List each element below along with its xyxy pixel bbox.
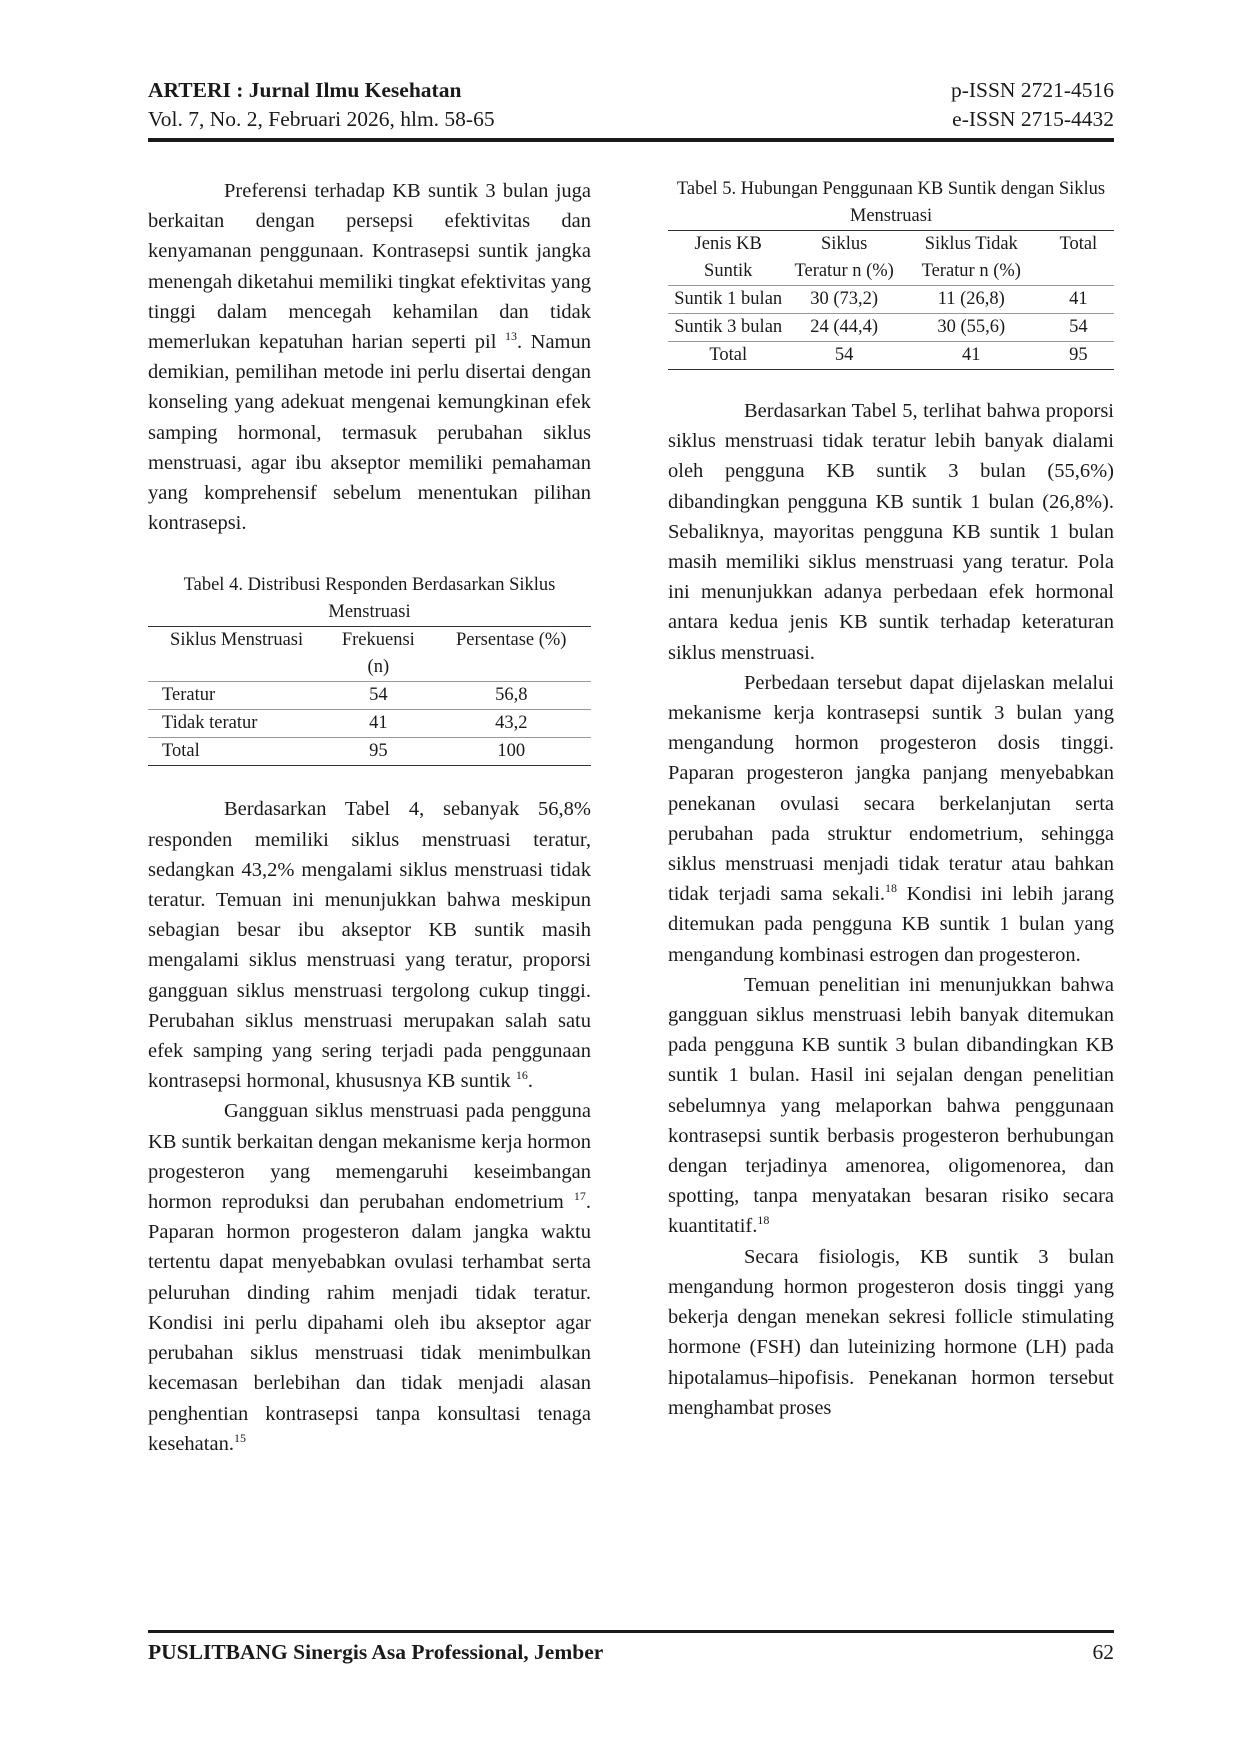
table5-header-total: Total [1059,234,1098,254]
table5-caption: Tabel 5. Hubungan Penggunaan KB Suntik dengan Siklus Menstruasi [676,179,1106,226]
paragraph-mekanisme: Perbedaan tersebut dapat dijelaskan melalui mekanisme kerja kontrasepsi suntik 3 bulan yang mengandung hormon progesteron dosis tinggi. Paparan progesteron jangka panjang menyebabkan penekanan ovulasi secara berkelanjutan serta perubahan pada struktur endometrium, sehingga siklus menstruasi menjadi tidak teratur atau bahkan tidak terjadi sama sekali.$^{18}$ Kondisi ini lebih jarang ditemukan pada pengguna KB suntik 1 bulan yang mengandung kombinasi estrogen dan progesteron. [668,671,1114,966]
citation-17: 17 [573,1189,586,1204]
table5 [668,230,1114,370]
table-row-total: Total 95 100 [148,738,591,766]
table5-header-tidak-teratur: Siklus Tidak Teratur n (%) [921,234,1021,281]
table-row: Tidak teratur 41 43,2 [148,710,591,738]
citation-15: 15 [233,1430,246,1445]
publisher: PUSLITBANG Sinergis Asa Professional, Jember [148,1640,604,1664]
table-row: Teratur 54 56,8 [148,682,591,710]
paragraph-fisiologis: Secara fisiologis, KB suntik 3 bulan mengandung hormon progesteron dosis tinggi yang bekerja dengan menekan sekresi follicle stimulating hormone (FSH) dan luteinizing hormone (LH) pada hipotalamus–hipofisis. Penekanan hormon tersebut menghambat proses [668,1245,1114,1419]
table5-header-jenis: Jenis KB Suntik [694,234,762,281]
table4-header-siklus: Siklus Menstruasi [170,630,304,651]
table4-header-persentase: Persentase (%) [456,630,567,651]
table-row: Suntik 1 bulan 30 (73,2) 11 (26,8) 41 [668,286,1114,314]
left-column [148,176,591,1459]
header-divider [148,138,1114,142]
volume-info: Vol. 7, No. 2, Februari 2026, hlm. 58-65 [148,107,495,131]
citation-18: 18 [885,881,898,896]
right-column [668,176,1114,1423]
journal-title: ARTERI : Jurnal Ilmu Kesehatan [148,78,462,102]
page-number: 62 [1092,1640,1114,1664]
citation-18b: 18 [757,1213,770,1228]
paragraph-tabel4: Berdasarkan Tabel 4, sebanyak 56,8% responden memiliki siklus menstruasi teratur, sedangkan 43,2% mengalami siklus menstruasi tidak teratur. Temuan ini menunjukkan bahwa meskipun sebagian besar ibu akseptor KB suntik masih mengalami siklus menstruasi yang teratur, proporsi gangguan siklus menstruasi tergolong cukup tinggi. Perubahan siklus menstruasi merupakan salah satu efek samping yang sering terjadi pada penggunaan kontrasepsi hormonal, khususnya KB suntik $^{16}$. [148,798,591,1093]
p-issn: p-ISSN 2721-4516 [950,78,1114,102]
table-row: Suntik 3 bulan 24 (44,4) 30 (55,6) 54 [668,314,1114,342]
citation-13: 13 [504,329,517,344]
footer-divider [148,1630,1114,1633]
running-header-right [814,76,1114,134]
running-header-left [148,76,748,134]
e-issn: e-ISSN 2715-4432 [952,107,1114,131]
table-row-total: Total 54 41 95 [668,342,1114,370]
paragraph-gangguan-siklus: Gangguan siklus menstruasi pada pengguna KB suntik berkaitan dengan mekanisme kerja hormon progesteron yang memengaruhi keseimbangan hormon reproduksi dan perubahan endometrium $^{17}$. Paparan hormon progesteron dalam jangka waktu tertentu dapat menyebabkan ovulasi terhambat serta peluruhan dinding rahim menjadi tidak teratur. Kondisi ini perlu dipahami oleh ibu akseptor agar perubahan siklus menstruasi tidak menimbulkan kecemasan berlebihan dan tidak menjadi alasan penghentian kontrasepsi tanpa konsultasi tenaga kesehatan.$^{15}$ [148,1100,591,1455]
citation-16: 16 [515,1068,528,1083]
table4 [148,626,591,766]
table4-caption: Tabel 4. Distribusi Responden Berdasarkan Siklus Menstruasi [183,575,556,623]
paragraph-efektivitas: Preferensi terhadap KB suntik 3 bulan juga berkaitan dengan persepsi efektivitas dan kenyamanan penggunaan. Kontrasepsi suntik jangka menengah diketahui memiliki tingkat efektivitas yang tinggi dalam mencegah kehamilan dan tidak memerlukan kepatuhan harian seperti pil $^{13}$. Namun demikian, pemilihan metode ini perlu disertai dengan konseling yang adekuat mengenai kemungkinan efek samping hormonal, termasuk perubahan siklus menstruasi, agar ibu akseptor memiliki pemahaman yang komprehensif sebelum menentukan pilihan kontrasepsi. [148,180,591,535]
table5-header-teratur: Siklus Teratur n (%) [794,234,894,281]
paragraph-temuan: Temuan penelitian ini menunjukkan bahwa gangguan siklus menstruasi lebih banyak ditemukan pada pengguna KB suntik 3 bulan dibandingkan KB suntik 1 bulan. Hasil ini sejalan dengan penelitian sebelumnya yang melaporkan bahwa penggunaan kontrasepsi suntik berbasis progesteron berhubungan dengan terjadinya amenorea, oligomenorea, dan spotting, tanpa menyatakan besaran risiko secara kuantitatif.$^{18}$ [668,973,1114,1238]
paragraph-tabel5: Berdasarkan Tabel 5, terlihat bahwa proporsi siklus menstruasi tidak teratur lebih banyak dialami oleh pengguna KB suntik 3 bulan (55,6%) dibandingkan pengguna KB suntik 1 bulan (26,8%). Sebaliknya, mayoritas pengguna KB suntik 1 bulan masih memiliki siklus menstruasi yang teratur. Pola ini menunjukkan adanya perbedaan efek hormonal antara kedua jenis KB suntik terhadap keteraturan siklus menstruasi. [668,400,1114,664]
table4-header-frekuensi: Frekuensi (n) [341,630,415,678]
